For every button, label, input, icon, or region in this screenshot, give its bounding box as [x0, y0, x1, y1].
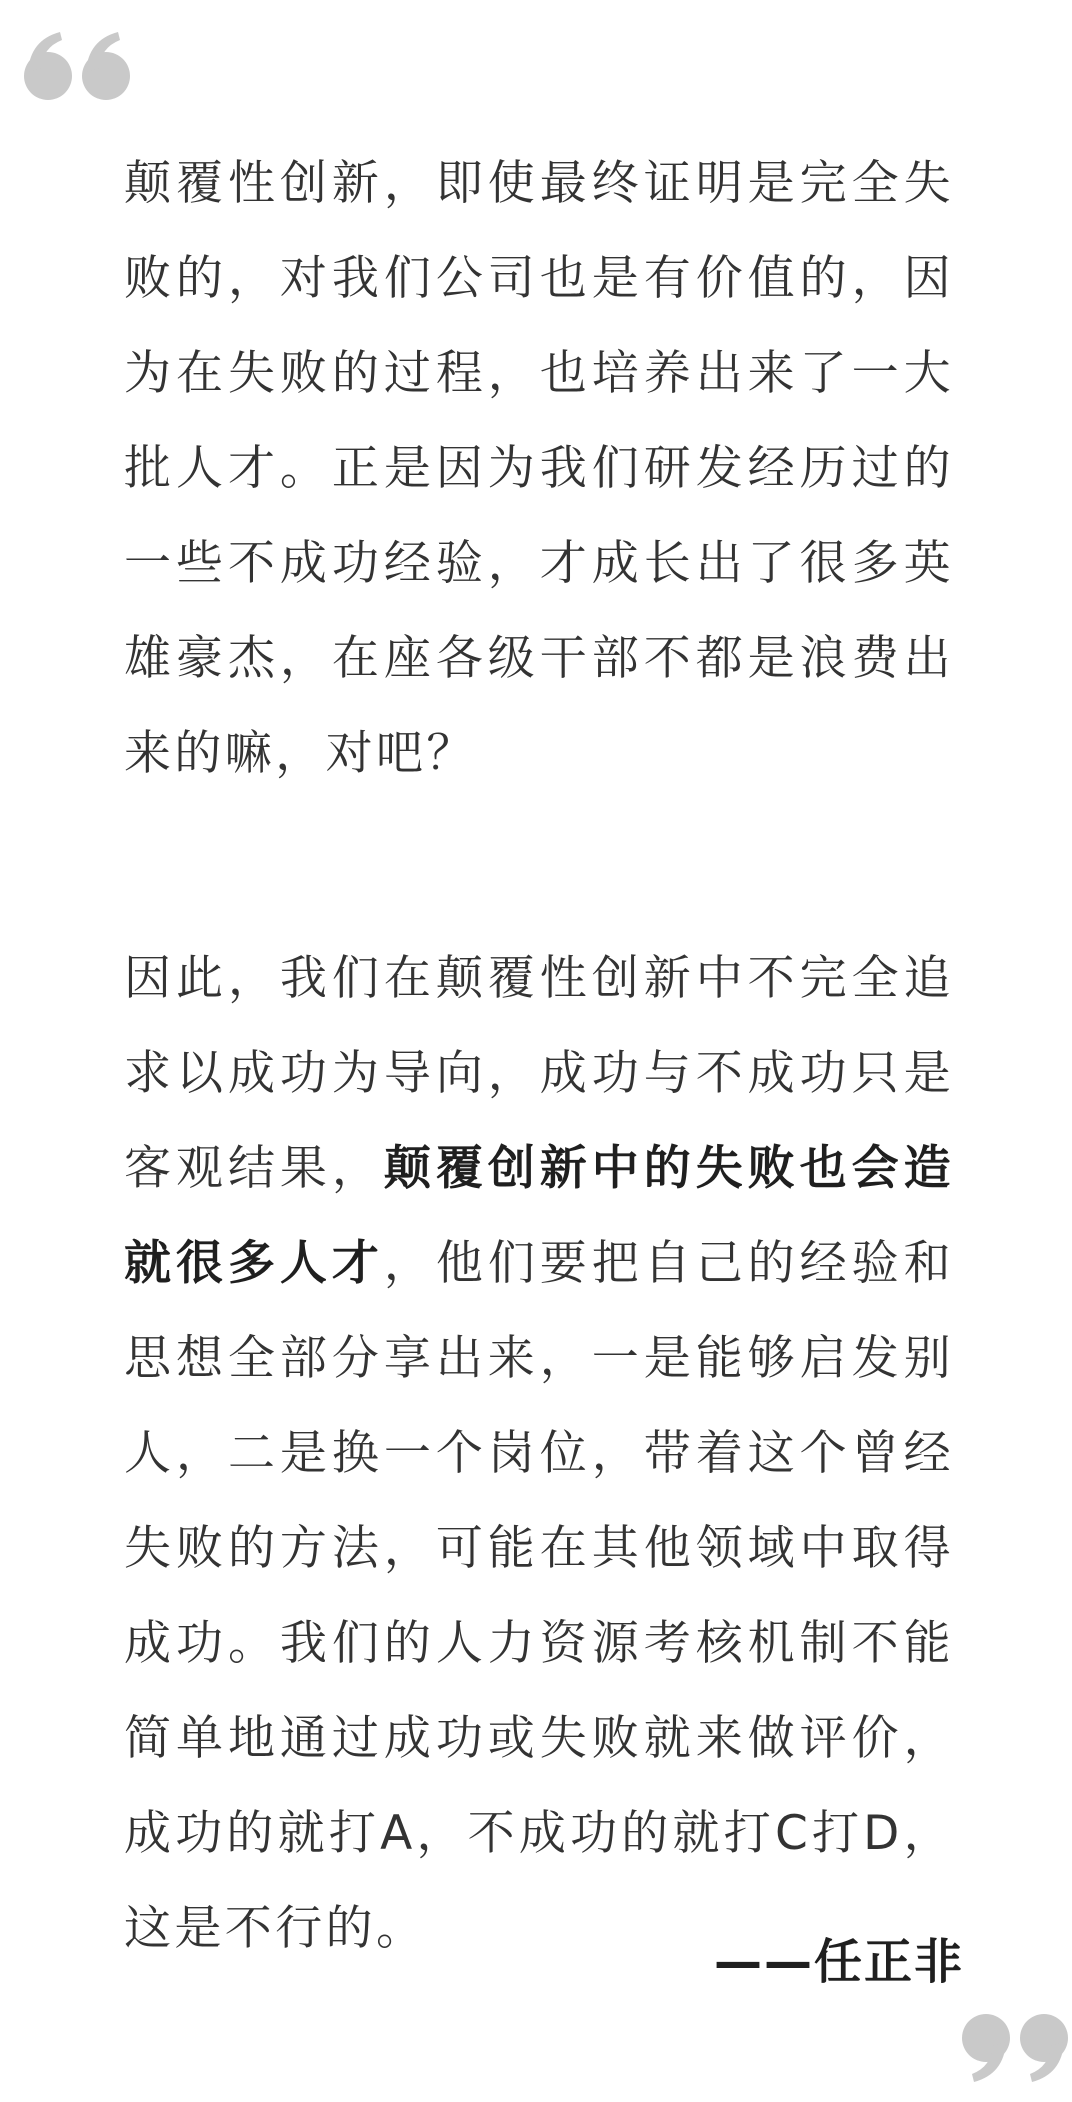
paragraph-2 — [124, 931, 954, 1976]
close-quote-icon — [948, 2010, 1072, 2090]
paragraph-2-part-2: ，他们要把自己的经验和思想全部分享出来，一是能够启发别人，二是换一个岗位，带着这个曾经失败的方法，可能在其他领域中取得成功。我们的人力资源考核机制不能简单地通过成功或失败就来做评价，成功的就打A，不成功的就打C打D，这是不行的。 — [124, 1236, 955, 1956]
paragraph-1: 颠覆性创新，即使最终证明是完全失败的，对我们公司也是有价值的，因为在失败的过程，也培养出来了一大批人才。正是因为我们研发经历过的一些不成功经验，才成长出了很多英雄豪杰，在座各级干部不都是浪费出来的嘛，对吧？ — [124, 156, 954, 781]
paragraph-2-part-1: 因此，我们在颠覆性创新中不完全追求以成功为导向，成功与不成功只是客观结果， — [124, 951, 954, 1196]
signature: ——任正非 — [713, 1934, 964, 1990]
paragraph-2-bold: 颠覆创新中的失败也会造就很多人才 — [124, 1141, 955, 1291]
quote-body — [124, 136, 954, 1976]
open-quote-icon — [14, 24, 144, 104]
